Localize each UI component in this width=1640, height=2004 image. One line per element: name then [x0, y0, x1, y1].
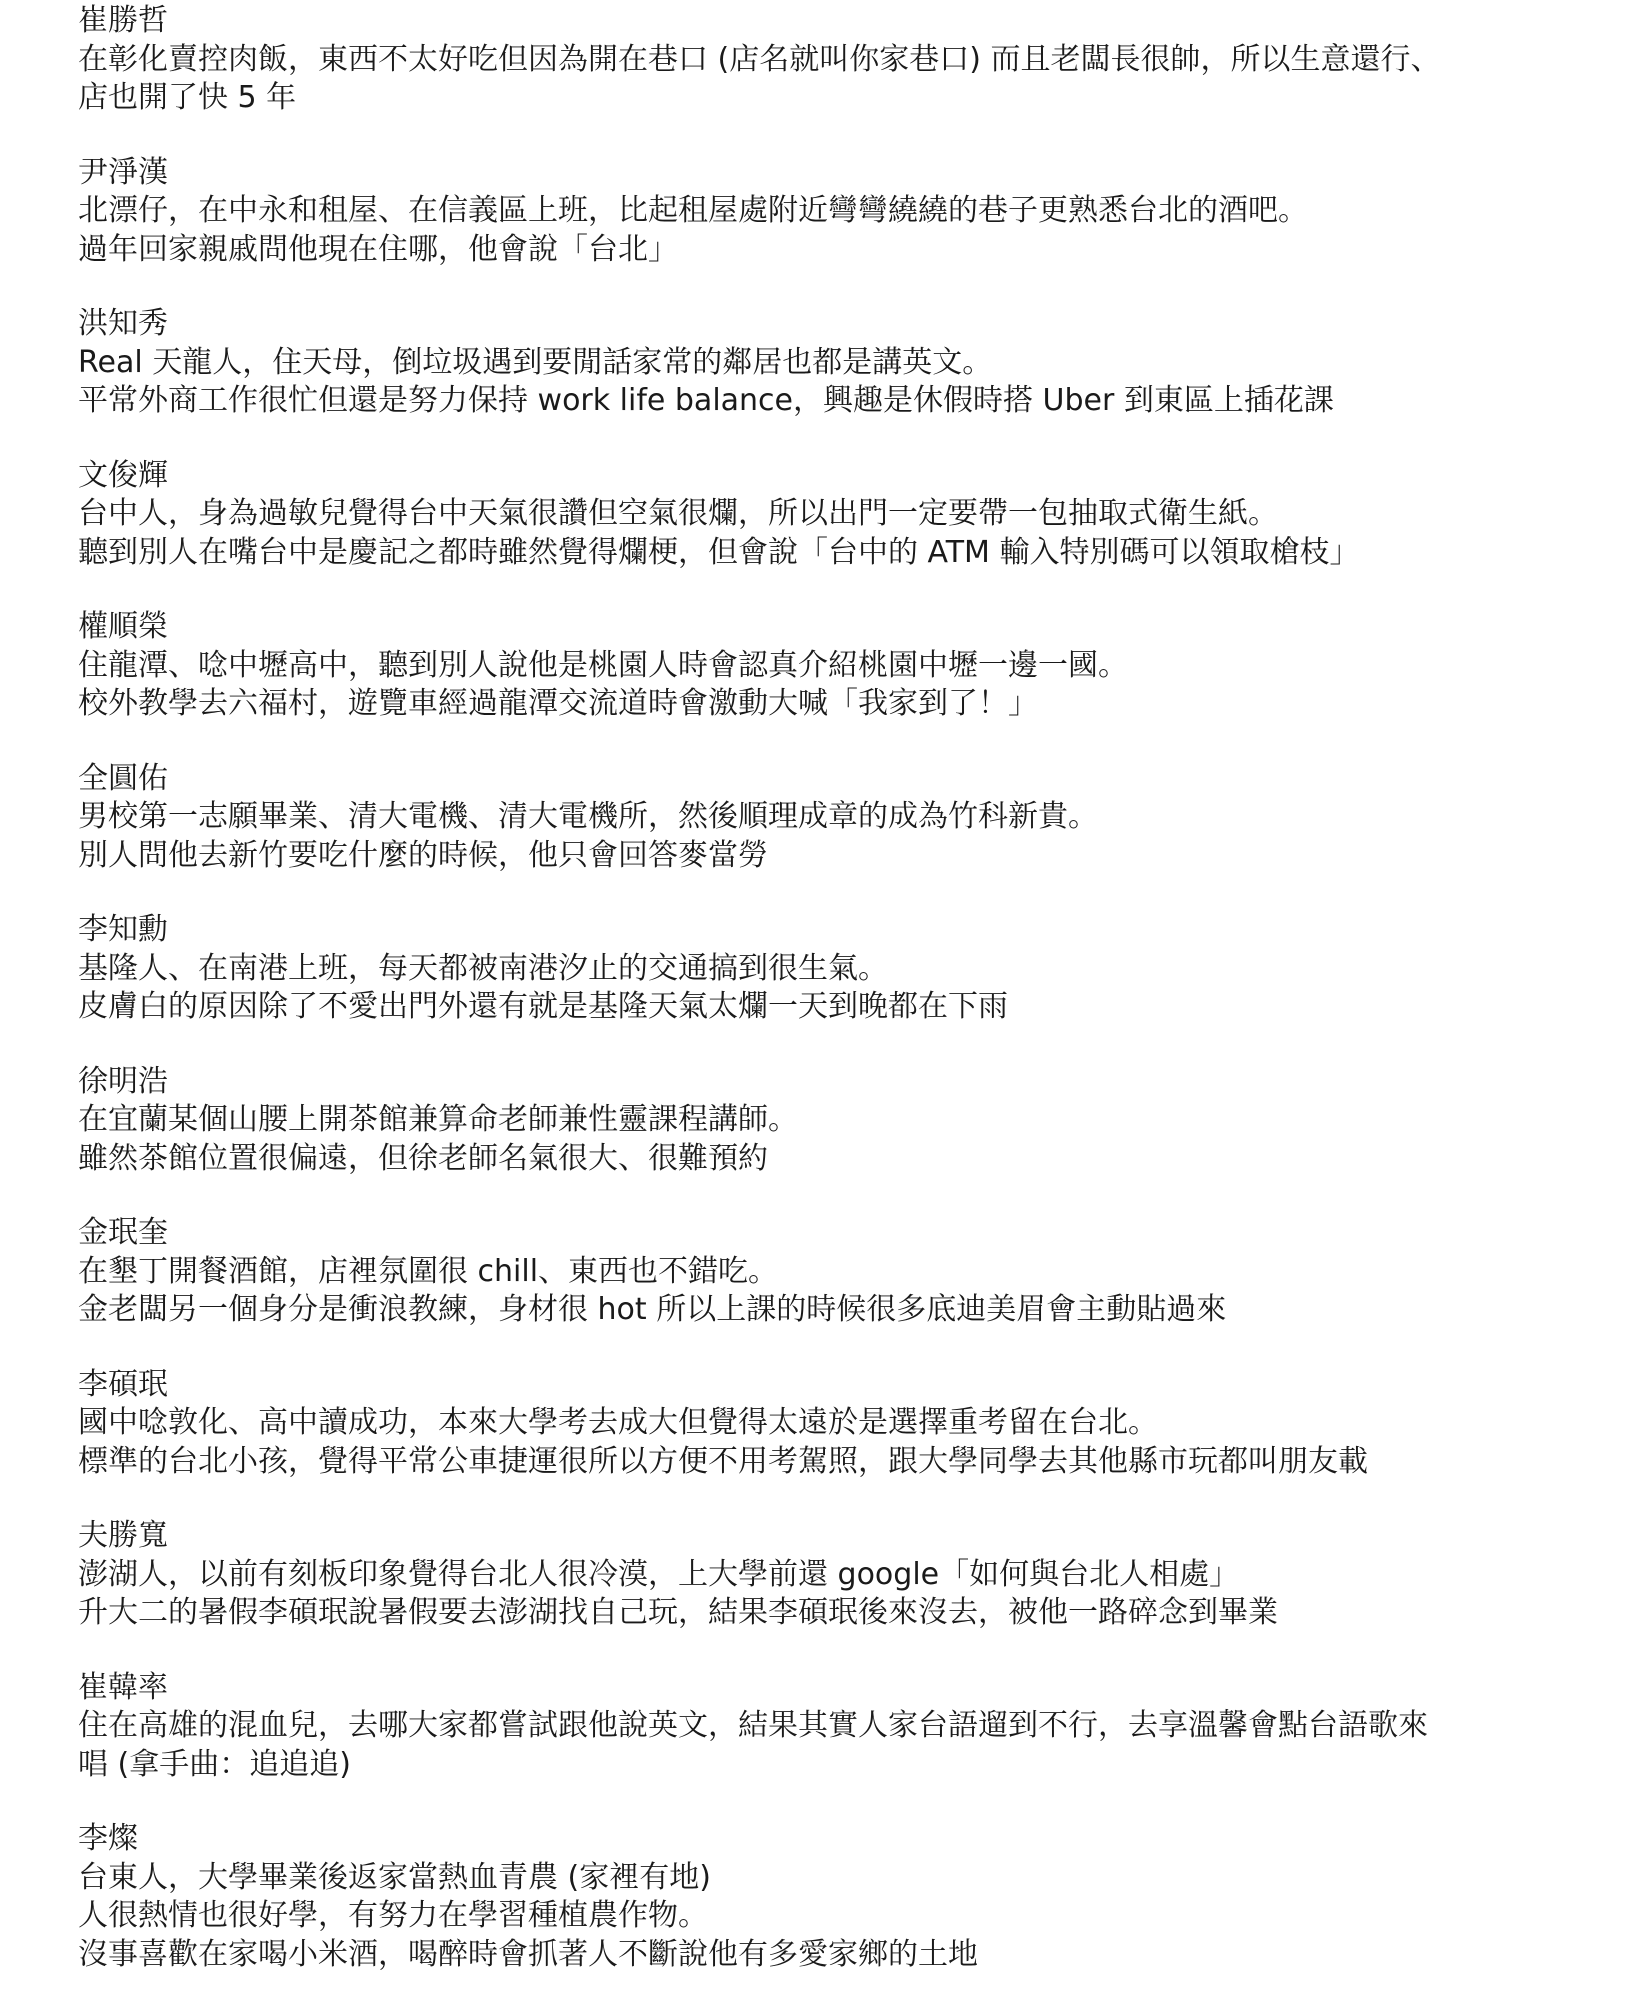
character-entry — [78, 2, 1500, 118]
description-line: 唱 (拿手曲：追追追) — [78, 1746, 351, 1782]
character-entry — [78, 1669, 1500, 1785]
description-line: 國中唸敦化、高中讀成功，本來大學考去成大但覺得太遠於是選擇重考留在台北。 — [78, 1405, 1158, 1440]
description-line: 在墾丁開餐酒館，店裡氛圍很 chill、東西也不錯吃。 — [78, 1253, 779, 1289]
description-line: 升大二的暑假李碩珉說暑假要去澎湖找自己玩，結果李碩珉後來沒去，被他一路碎念到畢業 — [78, 1595, 1278, 1630]
character-name: 徐明浩 — [78, 1063, 168, 1099]
description-line: 校外教學去六福村，遊覽車經過龍潭交流道時會激動大喊「我家到了！」 — [78, 686, 1038, 721]
description-line: 北漂仔，在中永和租屋、在信義區上班，比起租屋處附近彎彎繞繞的巷子更熟悉台北的酒吧。 — [78, 193, 1308, 228]
description-line: 澎湖人，以前有刻板印象覺得台北人很冷漠，上大學前還 google「如何與台北人相處」 — [78, 1556, 1240, 1592]
character-name: 權順榮 — [78, 609, 168, 644]
description-line: 標準的台北小孩，覺得平常公車捷運很所以方便不用考駕照，跟大學同學去其他縣市玩都叫朋友載 — [78, 1443, 1368, 1479]
character-entry — [78, 1214, 1500, 1330]
description-line: 聽到別人在嘴台中是慶記之都時雖然覺得爛梗，但會說「台中的 ATM 輸入特別碼可以領取槍枝」 — [78, 534, 1360, 570]
description-line: 店也開了快 5 年 — [78, 80, 297, 115]
character-entry — [78, 608, 1500, 724]
character-name: 尹淨漢 — [78, 154, 168, 190]
character-entry — [78, 911, 1500, 1027]
character-entry — [78, 1063, 1500, 1179]
character-entry — [78, 1366, 1500, 1482]
description-line: 沒事喜歡在家喝小米酒，喝醉時會抓著人不斷說他有多愛家鄉的土地 — [78, 1936, 978, 1972]
character-entry — [78, 1820, 1500, 1974]
character-entry — [78, 1517, 1500, 1633]
character-name: 洪知秀 — [78, 306, 168, 341]
character-name: 崔勝哲 — [78, 3, 168, 38]
character-name: 李燦 — [78, 1821, 138, 1856]
character-name: 崔韓率 — [78, 1669, 168, 1705]
character-name: 全圓佑 — [78, 760, 168, 796]
description-line: 住在高雄的混血兒，去哪大家都嘗試跟他說英文，結果其實人家台語遛到不行，去享溫馨會點台語歌來 — [78, 1708, 1428, 1743]
character-entry — [78, 305, 1500, 421]
character-name: 夫勝寬 — [78, 1518, 168, 1553]
description-line: 金老闆另一個身分是衝浪教練，身材很 hot 所以上課的時候很多底迪美眉會主動貼過來 — [78, 1292, 1227, 1327]
description-line: 台東人，大學畢業後返家當熱血青農 (家裡有地) — [78, 1859, 711, 1895]
character-name: 李知勳 — [78, 912, 168, 947]
character-entry — [78, 760, 1500, 876]
description-line: 在彰化賣控肉飯，東西不太好吃但因為開在巷口 (店名就叫你家巷口) 而且老闆長很帥，所以生意還行、 — [78, 41, 1441, 77]
description-line: 皮膚白的原因除了不愛出門外還有就是基隆天氣太爛一天到晚都在下雨 — [78, 989, 1008, 1024]
description-line: 住龍潭、唸中壢高中，聽到別人說他是桃園人時會認真介紹桃園中壢一邊一國。 — [78, 647, 1128, 683]
description-line: 在宜蘭某個山腰上開茶館兼算命老師兼性靈課程講師。 — [78, 1102, 798, 1137]
description-line: 男校第一志願畢業、清大電機、清大電機所，然後順理成章的成為竹科新貴。 — [78, 799, 1098, 834]
description-line: 台中人，身為過敏兒覺得台中天氣很讚但空氣很爛，所以出門一定要帶一包抽取式衛生紙。 — [78, 496, 1278, 531]
character-name: 金珉奎 — [78, 1215, 168, 1250]
character-name: 文俊輝 — [78, 457, 168, 493]
description-line: Real 天龍人，住天母，倒垃圾遇到要閒話家常的鄰居也都是講英文。 — [78, 344, 993, 380]
description-line: 基隆人、在南港上班，每天都被南港汐止的交通搞到很生氣。 — [78, 950, 888, 986]
description-line: 平常外商工作很忙但還是努力保持 work life balance，興趣是休假時搭 Uber 到東區上插花課 — [78, 383, 1334, 418]
description-line: 別人問他去新竹要吃什麼的時候，他只會回答麥當勞 — [78, 837, 768, 873]
character-entry — [78, 457, 1500, 573]
character-entry — [78, 154, 1500, 270]
description-line: 過年回家親戚問他現在住哪，他會說「台北」 — [78, 231, 678, 267]
description-line: 雖然茶館位置很偏遠，但徐老師名氣很大、很難預約 — [78, 1140, 768, 1176]
description-line: 人很熱情也很好學，有努力在學習種植農作物。 — [78, 1898, 708, 1933]
character-name: 李碩珉 — [78, 1366, 168, 1402]
